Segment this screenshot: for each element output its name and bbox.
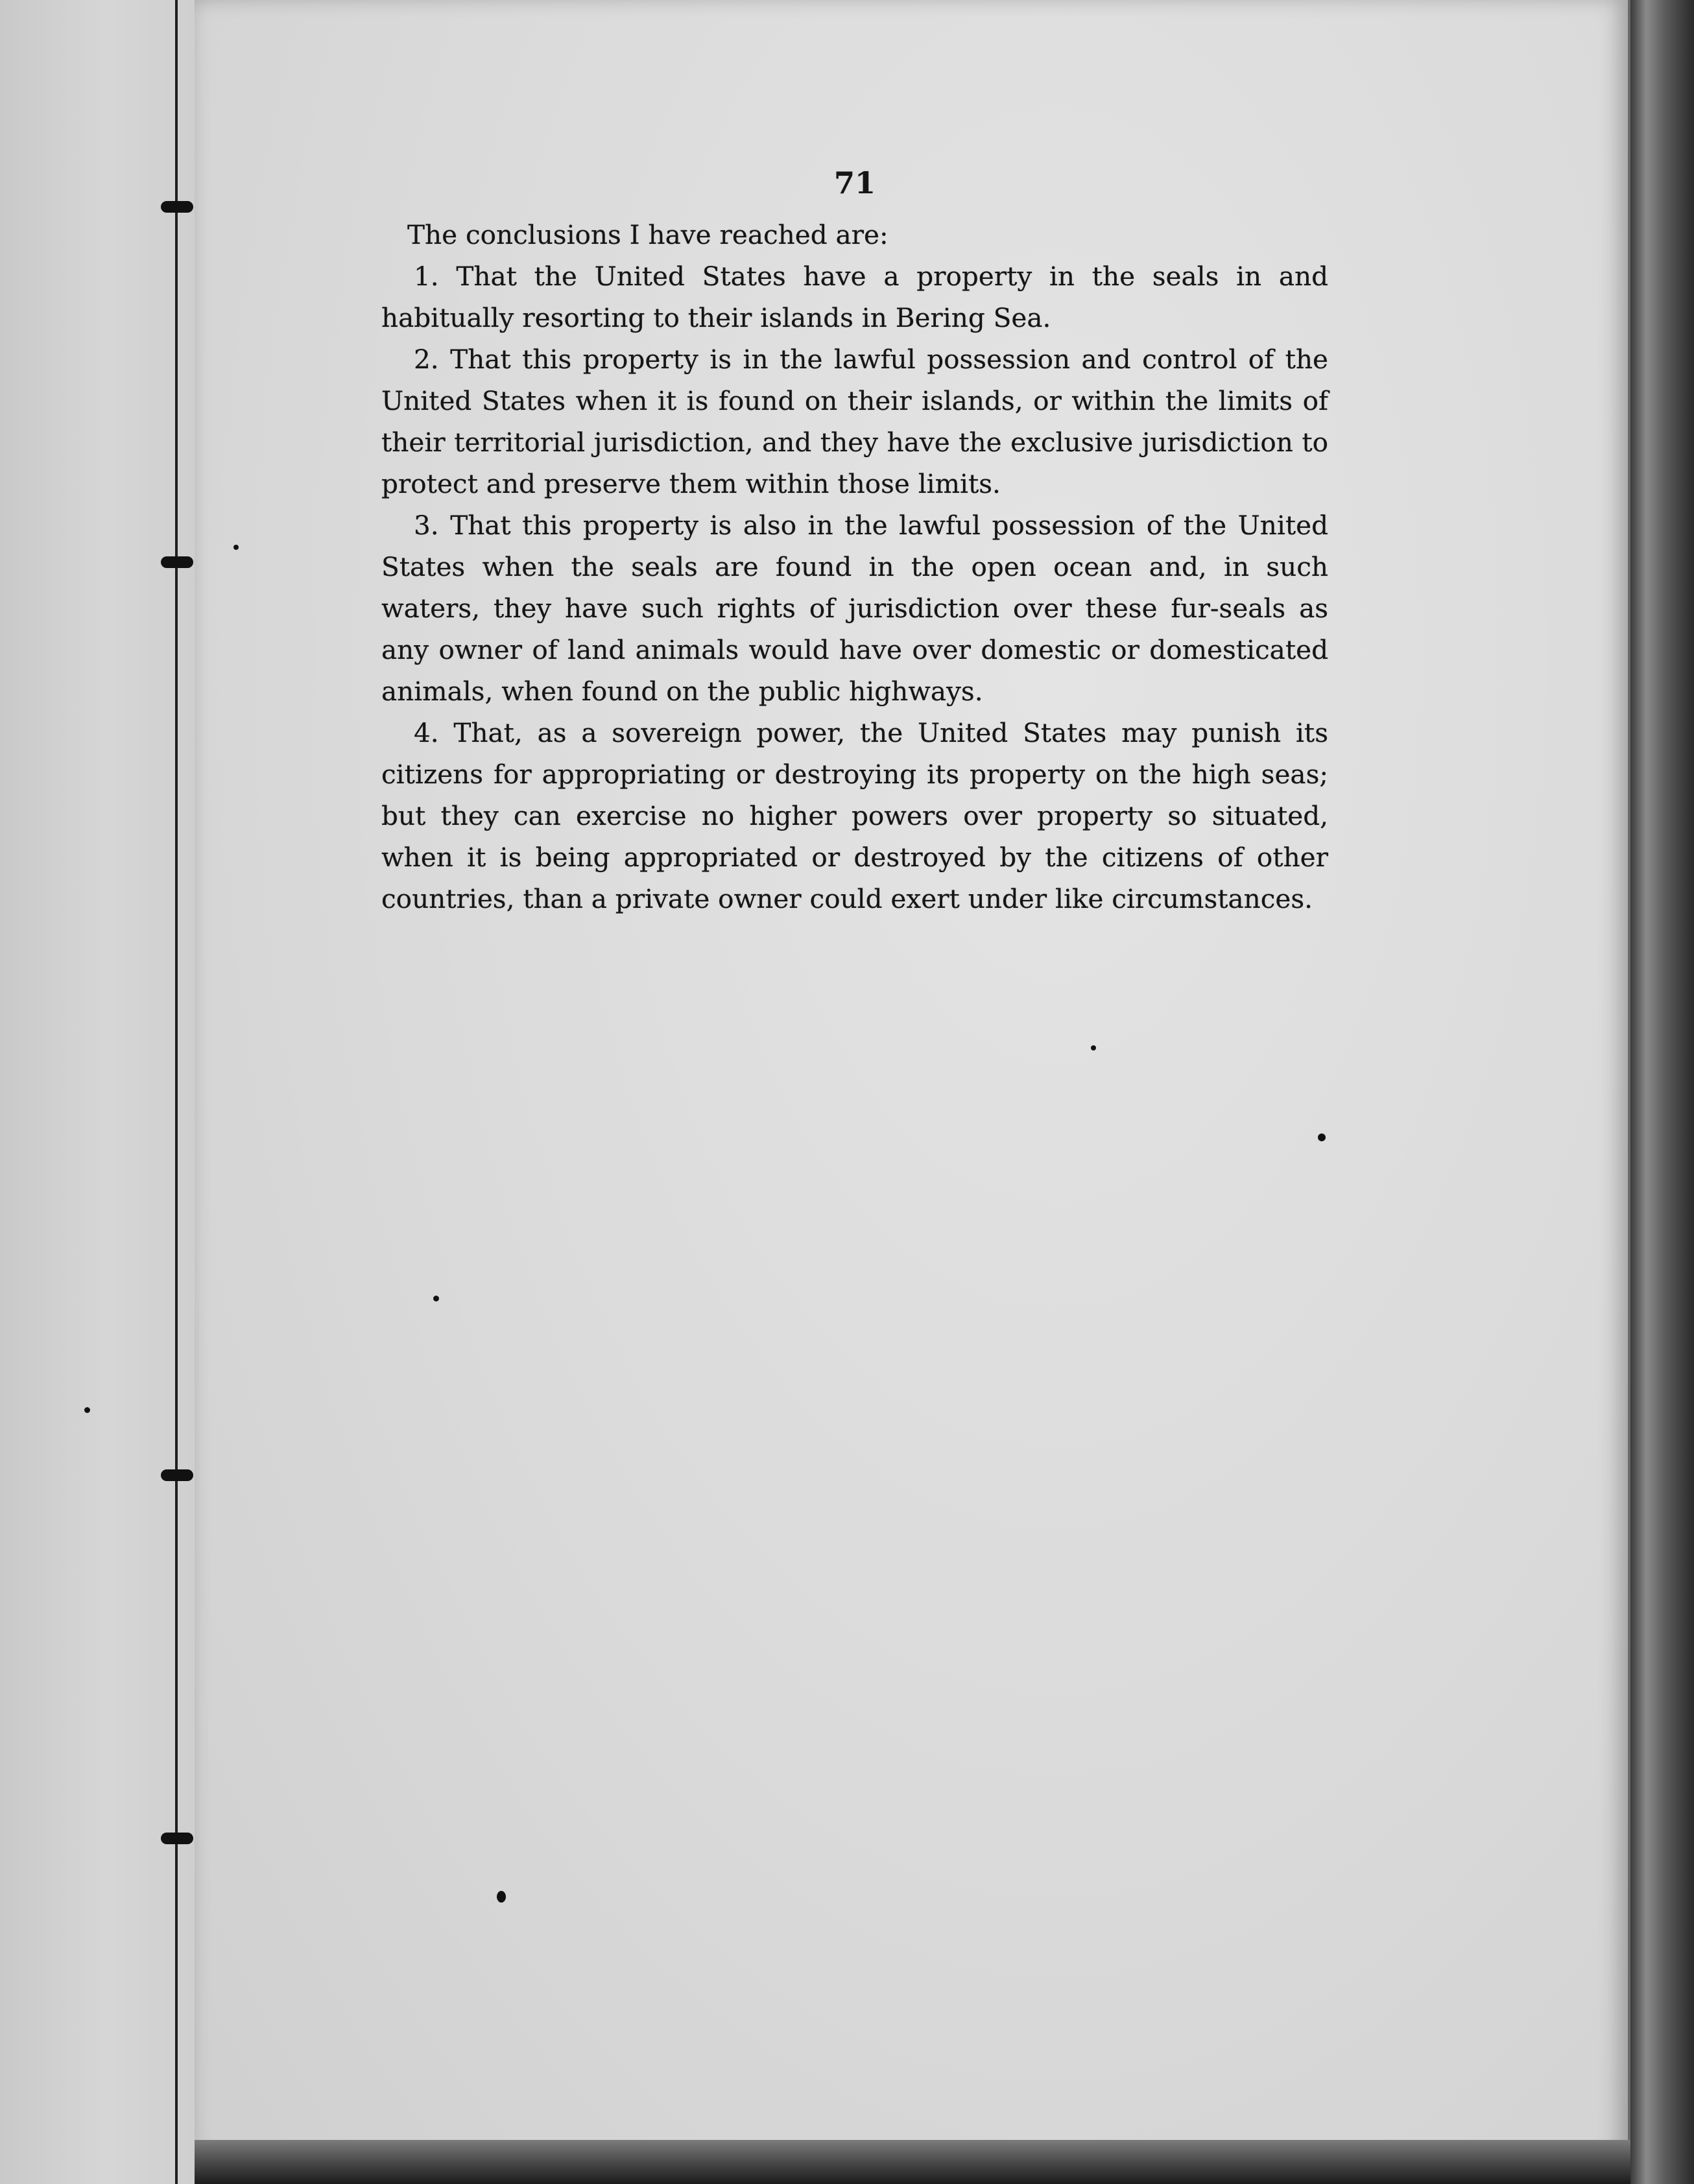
binding-clip: [161, 201, 193, 213]
left-page-margin: [0, 0, 195, 2184]
conclusion-3: 3. That this property is also in the lawful possession of the United States when the seals are found in the open ocean and, in such waters, they have such rights of jurisdiction over these fur-seals as any owner of land animals would have over domestic or domesticated animals, when found on the public highways.: [381, 510, 1328, 707]
binding-clip: [161, 1833, 193, 1844]
page-text: [381, 162, 1328, 920]
binding-clip: [161, 1469, 193, 1481]
conclusion-4: 4. That, as a sovereign power, the United States may punish its citizens for appropriating or destroying its property on the high seas; but they can exercise no higher powers over property so situated, when it is being appropriated or destroyed by the citizens of other countries, than a private owner could exert under like circumstances.: [381, 717, 1328, 914]
page-number: 71: [833, 165, 876, 200]
ink-speck: [1091, 1045, 1096, 1050]
ink-speck: [84, 1407, 90, 1413]
conclusion-1: 1. That the United States have a property in the seals in and habitually resorting to their islands in Bering Sea.: [381, 261, 1328, 333]
ink-speck: [433, 1296, 439, 1301]
binding-thread: [175, 0, 178, 2184]
intro-line: The conclusions I have reached are:: [407, 219, 889, 250]
ink-speck: [497, 1891, 506, 1903]
page-edge-right: [1630, 0, 1694, 2184]
conclusion-2: 2. That this property is in the lawful possession and control of the United States when it is found on their islands, or within the limits of their territorial jurisdiction, and they have the exclusive jurisdiction to protect and preserve them within those limits.: [381, 344, 1328, 499]
page-edge-bottom: [195, 2140, 1630, 2184]
binding-clip: [161, 556, 193, 568]
ink-speck: [1318, 1134, 1326, 1141]
ink-speck: [233, 545, 239, 550]
